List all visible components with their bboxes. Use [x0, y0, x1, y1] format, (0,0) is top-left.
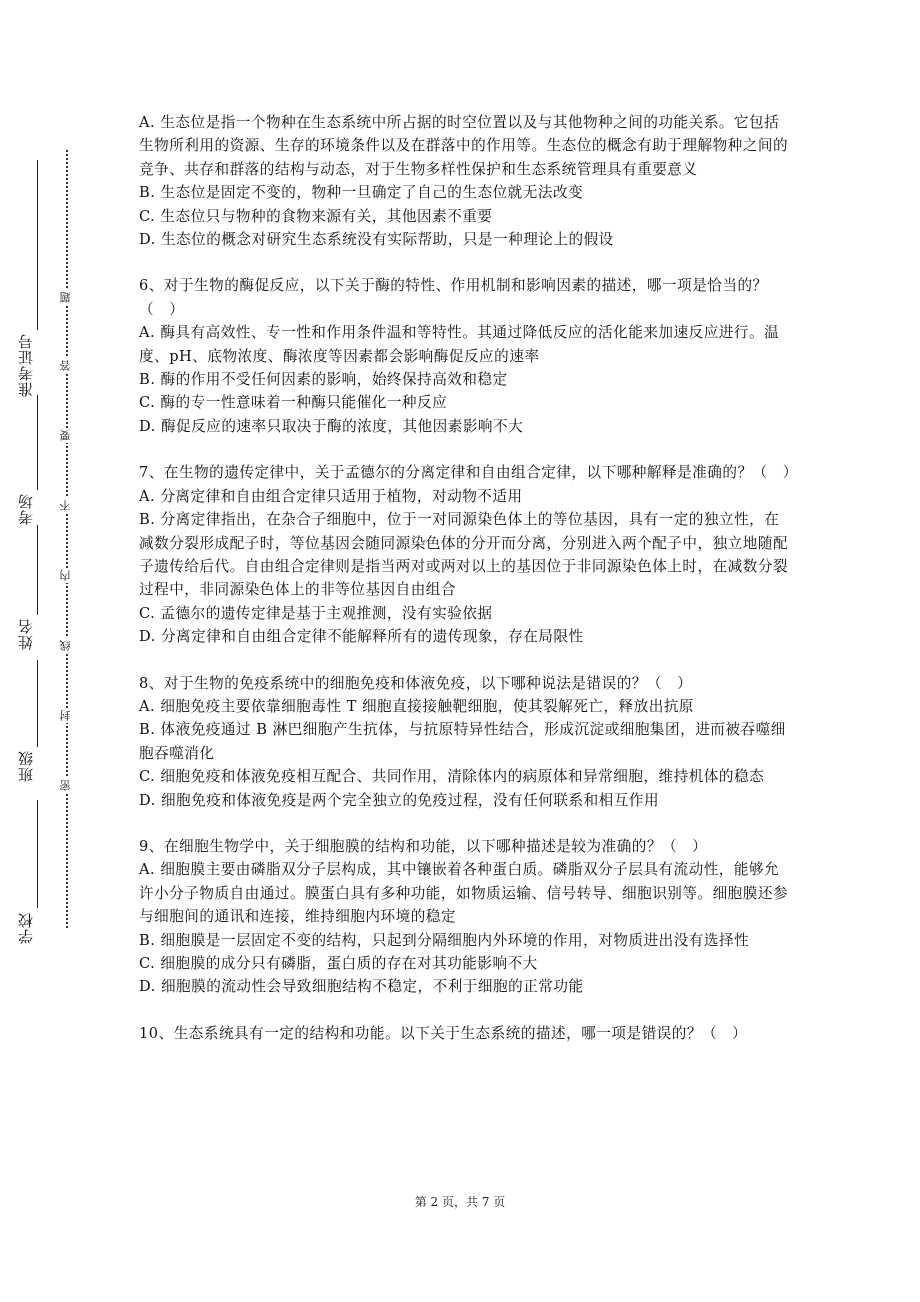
option-b: B. 细胞膜是一层固定不变的结构，只起到分隔细胞内外环境的作用，对物质进出没有选择性 — [139, 931, 750, 949]
field-label-name: 姓名 — [17, 618, 35, 650]
option-c: C. 生态位只与物种的食物来源有关，其他因素不重要 — [139, 207, 493, 225]
field-label-school: 学校 — [17, 912, 35, 944]
option-a: A. 细胞膜主要由磷脂双分子层构成，其中镶嵌着各种蛋白质。磷脂双分子层具有流动性，能够允许小分子物质自由通过。膜蛋白具有多种功能，如物质运输、信号转导、细胞识别等。细胞膜还参与细胞间的通讯和连接，维持细胞内环境的稳定 — [139, 861, 789, 926]
field-line-exam-number — [37, 160, 38, 330]
question-10 — [139, 1022, 791, 1045]
seal-char: 线 — [59, 640, 72, 651]
field-line-exam-room — [37, 395, 38, 490]
option-c: C. 细胞免疫和体液免疫相互配合、共同作用，清除体内的病原体和异常细胞，维持机体的稳态 — [139, 768, 765, 786]
option-c: C. 酶的专一性意味着一种酶只能催化一种反应 — [139, 394, 448, 412]
field-label-class: 班级 — [17, 750, 35, 782]
field-label-exam-number: 准考证号 — [17, 333, 35, 397]
question-7 — [139, 461, 798, 648]
field-line-name — [37, 525, 38, 615]
option-a: A. 细胞免疫主要依靠细胞毒性 T 细胞直接接触靶细胞，使其裂解死亡，释放出抗原 — [139, 697, 695, 715]
question-list — [139, 111, 798, 1045]
seal-char: 要 — [59, 430, 72, 441]
seal-char: 题 — [59, 292, 72, 303]
question-stem: 6、对于生物的酶促反应，以下关于酶的特性、作用机制和影响因素的描述，哪一项是恰当的？（ ） — [139, 277, 768, 318]
option-c: C. 孟德尔的遗传定律是基于主观推测，没有实验依据 — [139, 604, 493, 622]
question-9 — [139, 835, 791, 999]
seal-char: 不 — [59, 500, 72, 511]
option-d: D. 细胞膜的流动性会导致细胞结构不稳定，不利于细胞的正常功能 — [139, 978, 584, 996]
question-stem: 9、在细胞生物学中，关于细胞膜的结构和功能，以下哪种描述是较为准确的？（ ） — [139, 837, 708, 855]
field-label-exam-room: 考场 — [17, 493, 35, 525]
option-b: B. 体液免疫通过 B 淋巴细胞产生抗体，与抗原特异性结合，形成沉淀或细胞集团，进而被吞噬细胞吞噬消化 — [139, 721, 786, 762]
field-line-school — [37, 800, 38, 908]
question-stem: 8、对于生物的免疫系统中的细胞免疫和体液免疫，以下哪种说法是错误的？（ ） — [139, 674, 693, 692]
question-8 — [139, 672, 791, 812]
binding-margin — [0, 0, 110, 1302]
question-stem: 10、生态系统具有一定的结构和功能。以下关于生态系统的描述，哪一项是错误的？（ ） — [139, 1024, 748, 1042]
field-line-class — [37, 660, 38, 747]
option-d: D. 酶促反应的速率只取决于酶的浓度，其他因素影响不大 — [139, 417, 524, 435]
seal-char: 密 — [59, 780, 72, 791]
option-c: C. 细胞膜的成分只有磷脂，蛋白质的存在对其功能影响不大 — [139, 955, 538, 972]
option-d: D. 生态位的概念对研究生态系统没有实际帮助，只是一种理论上的假设 — [139, 231, 614, 249]
page-footer: 第 2 页，共 7 页 — [414, 1195, 506, 1209]
option-a: A. 酶具有高效性、专一性和作用条件温和等特性。其通过降低反应的活化能来加速反应进行。温度、pH、底物浓度、酶浓度等因素都会影响酶促反应的速率 — [139, 324, 780, 365]
option-b: B. 分离定律指出，在杂合子细胞中，位于一对同源染色体上的等位基因，具有一定的独立性，在减数分裂形成配子时，等位基因会随同源染色体的分开而分离，分别进入两个配子中，独立地随配子遗传给后代。自由组合定律则是指当两对或两对以上的基因位于非同源染色体上时，在减数分裂过程中，非同源染色体上的非等位基因自由组合 — [139, 511, 789, 599]
option-a: A. 分离定律和自由组合定律只适用于植物，对动物不适用 — [139, 487, 523, 505]
option-b: B. 生态位是固定不变的，物种一旦确定了自己的生态位就无法改变 — [139, 184, 584, 202]
option-b: B. 酶的作用不受任何因素的影响，始终保持高效和稳定 — [139, 371, 508, 389]
option-d: D. 分离定律和自由组合定律不能解释所有的遗传现象，存在局限性 — [139, 628, 584, 646]
question-6 — [139, 274, 791, 438]
question-5-continued — [139, 111, 791, 251]
option-a: A. 生态位是指一个物种在生态系统中所占据的时空位置以及与其他物种之间的功能关系。它包括生物所利用的资源、生存的环境条件以及在群落中的作用等。生态位的概念有助于理解物种之间的竞争、共存和群落的结构与动态，对于生物多样性保护和生态系统管理具有重要意义 — [139, 114, 789, 178]
seal-dotted-line — [66, 150, 68, 928]
question-stem: 7、在生物的遗传定律中，关于孟德尔的分离定律和自由组合定律，以下哪种解释是准确的？（ ） — [139, 464, 798, 482]
option-d: D. 细胞免疫和体液免疫是两个完全独立的免疫过程，没有任何联系和相互作用 — [139, 791, 660, 809]
seal-char: 答 — [59, 360, 72, 371]
seal-char: 封 — [59, 710, 72, 721]
seal-char: 内 — [59, 570, 72, 581]
